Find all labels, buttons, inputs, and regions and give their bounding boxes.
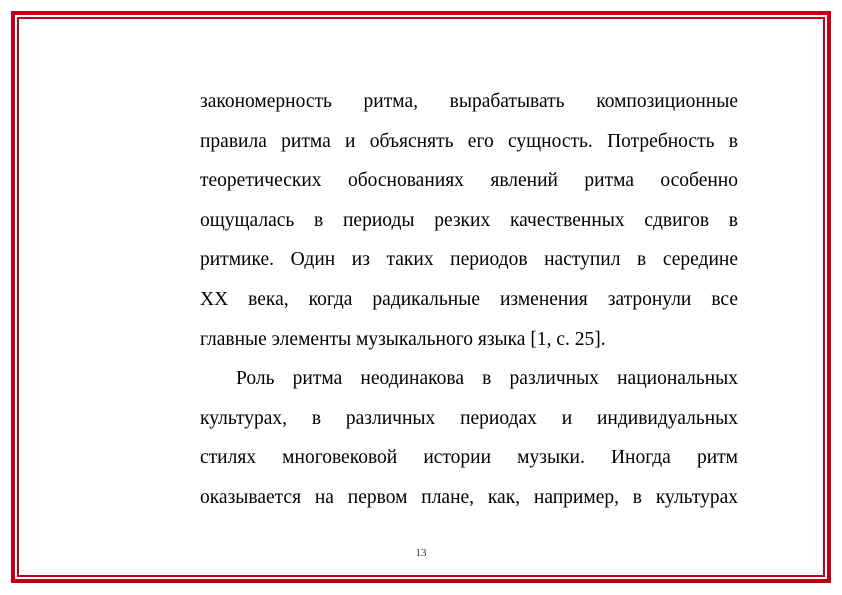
text-line: Роль ритма неодинакова в различных национальных [236, 368, 738, 390]
body-text [200, 82, 738, 518]
paragraph-1 [200, 82, 738, 359]
text-line: XX века, когда радикальные изменения затронули все [200, 288, 738, 310]
text-line: главные элементы музыкального языка [1, с. 25]. [200, 328, 606, 350]
text-line: оказывается на первом плане, как, например, в культурах [200, 486, 738, 508]
text-line: закономерность ритма, вырабатывать композиционные [200, 91, 738, 112]
text-line: культурах, в различных периодах и индивидуальных [200, 407, 738, 429]
paragraph-2 [200, 359, 738, 517]
text-line: теоретических обоснованиях явлений ритма особенно [200, 170, 738, 192]
page-number: 13 [415, 547, 427, 559]
text-line: правила ритма и объяснять его сущность. Потребность в [200, 130, 738, 152]
text-line: ритмике. Один из таких периодов наступил в середине [200, 249, 738, 271]
text-line: ощущалась в периоды резких качественных сдвигов в [200, 209, 738, 231]
text-line: стилях многовековой истории музыки. Иногда ритм [200, 447, 738, 469]
